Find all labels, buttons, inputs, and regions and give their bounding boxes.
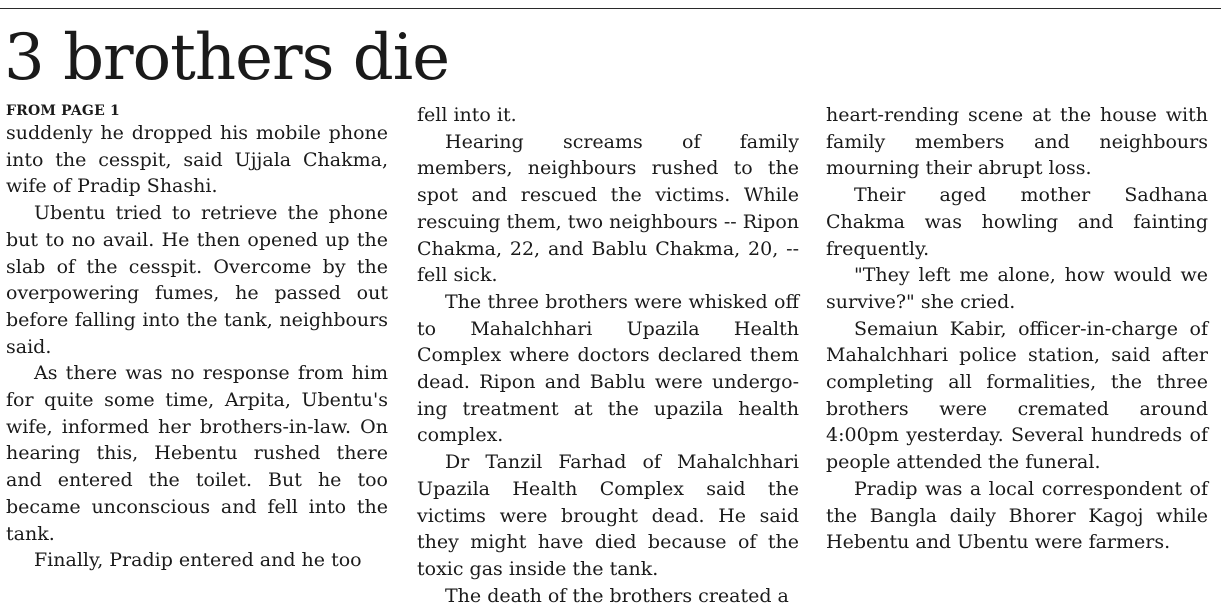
column-3 [826, 102, 1208, 556]
paragraph: Semaiun Kabir, officer-in-charge of Mahalchhari police station, said after completing all formalities, the three brothers were cremated around 4:00pm yesterday. Several hundreds of people attended the funeral. [826, 317, 1208, 474]
headline: 3 brothers die [4, 21, 450, 95]
paragraph: heart-rending scene at the house with family members and neighbours mourning their abrupt loss. [826, 104, 1208, 180]
paragraph: As there was no response from him for quite some time, Arpita, Ubentu's wife, informed her brothers-in-law. On hearing this, Hebentu rushed there and entered the toilet. But he too became unconscious and fell into the tank. [6, 362, 388, 545]
column-1 [6, 102, 388, 574]
paragraph: fell into it. [417, 104, 517, 126]
paragraph: Pradip was a local correspondent of the Bangla daily Bhorer Kagoj while Hebentu and Ubentu were farmers. [826, 477, 1208, 554]
paragraph: Their aged mother Sadhana Chakma was howling and fainting frequently. [826, 184, 1208, 260]
paragraph: Hearing screams of family members, neighbours rushed to the spot and rescued the victims. While rescuing them, two neighbours -- Ripon Chakma, 22, and Bablu Chakma, 20, -- fell sick. [417, 130, 799, 287]
paragraph: Finally, Pradip entered and he too [34, 549, 362, 572]
top-rule [0, 8, 1221, 9]
paragraph: Ubentu tried to retrieve the phone but to no avail. He then opened up the slab of the cesspit. Overcome by the overpowering fumes, he passed out before falling into the tank, neighbours said. [6, 202, 388, 358]
paragraph: "They left me alone, how would we survive?" she cried. [826, 264, 1208, 313]
kicker: FROM PAGE 1 [6, 103, 120, 119]
paragraph: The death of the brothers created a [445, 584, 789, 607]
paragraph: suddenly he dropped his mobile phone into the cesspit, said Ujjala Chakma, wife of Pradip Shashi. [6, 122, 388, 198]
column-2 [417, 102, 799, 609]
paragraph: Dr Tanzil Farhad of Mahalchhari Upazila Health Complex said the victims were brought dead. He said they might have died because of the toxic gas inside the tank. [417, 451, 799, 580]
paragraph: The three brothers were whisked off to Mahalchhari Upazila Health Complex where doctors declared them dead. Ripon and Bablu were undergoing treatment at the upazila health complex. [417, 290, 799, 447]
